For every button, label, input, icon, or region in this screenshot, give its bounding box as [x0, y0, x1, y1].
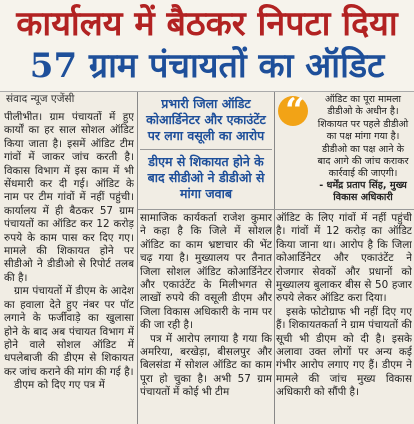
column-divider-right — [274, 92, 275, 424]
column-divider-left — [137, 92, 138, 424]
highlight-box-2: डीएम से शिकायत होने के बाद सीडीओ ने डीडीओ से मांगा जवाब — [140, 149, 272, 207]
middle-paragraph-2: पत्र में आरोप लगाया है गया कि अमरिया, बरखेड़ा, बीसलपुर और बिलसंडा में सोशल ऑडिट का काम पूरा हो चुका है। अभी 57 ग्राम पंचायतों में कोई भी टीम — [140, 332, 272, 399]
section-divider — [138, 209, 414, 210]
right-column — [276, 212, 412, 424]
left-paragraph-1: पीलीभीत। ग्राम पंचायतों में हुए कार्यों का हर साल सोशल ऑडिट किया जाता है। इसमें ऑडिट टीम गांवों में जाकर जांच करती है। विकास विभाग में इस काम में भी सेंधमारी कर दी गई। ऑडिट के नाम पर टीम गांवों में नहीं पहुंची। कार्यालय में ही बैठकर 57 ग्राम पंचायतों का ऑडिट कर 12 करोड़ रुपये के काम पास कर दिए गए। मामले की शिकायत होने पर सीडीओ ने डीडीओ से रिपोर्ट तलब की है। — [4, 111, 134, 284]
highlight-box-1: प्रभारी जिला ऑडिट कोआर्डिनेटर और एकाउंटेंट पर लगा वसूली का आरोप — [146, 96, 266, 143]
quote-author: - धर्मेंद्र प्रताप सिंह, मुख्य विकास अधिकारी — [319, 180, 407, 204]
left-paragraph-2: ग्राम पंचायतों में डीएम के आदेश का हवाला देते हुए नंबर पर पॉट लगाने के फर्जीवाड़े का खुलासा होने के बाद अब पंचायत विभाग में होने वाले सोशल ऑडिट में धपलेबाजी की डीएम से शिकायत कर जांच कराने की मांग की गई है। — [4, 285, 134, 378]
middle-paragraph-1: सामाजिक कार्यकर्ता राजेश कुमार ने कहा है कि जिले में सोशल ऑडिट का काम भ्रष्टाचार की भेंट चढ़ गया है। मुख्यालय पर तैनात जिला सोशल ऑडिट कोआर्डिनेटर और एकाउंटेंट के मिलीभगत से लाखों रुपये की वसूली डीएम और जिला विकास अधिकारी के नाम पर की जा रही है। — [140, 212, 272, 332]
official-quote-box — [276, 92, 412, 208]
right-paragraph-2: इसके फोटोग्राफ भी नहीं दिए गए हैं। शिकायतकर्ता ने ग्राम पंचायतों की सूची भी डीएम को दी है। इसके अलावा उक्त लोगों पर अन्य कई गंभीर आरोप लगाए गए हैं। डीएम ने मामले की जांच मुख्य विकास अधिकारी को सौंपी है। — [276, 305, 412, 399]
headline-block — [0, 0, 414, 92]
left-paragraph-3: डीएम को दिए गए पत्र में — [14, 379, 105, 392]
middle-column — [140, 212, 272, 424]
byline: संवाद न्यूज एजेंसी — [6, 93, 75, 105]
quote-icon — [278, 96, 308, 126]
quote-text: ऑडिट का पूरा मामला डीडीओ के अधीन है। शिकायत पर पहले डीडीओ का पक्ष मांगा गया है। डीडीओ का पक्ष आने के बाद आगे की जांच कराकर कार्रवाई की जाएगी। — [317, 94, 409, 180]
right-paragraph-1: ऑडिट के लिए गांवों में नहीं पहुंची है। गांवों में 12 करोड़ का ऑडिट किया जाना था। आरोप है कि जिला कोआर्डिनेटर और एकाउंटेंट ने रोजगार सेवकों और प्रधानों को मुख्यालय बुलाकर बीस से 50 हजार रुपये लेकर ऑडिट करा दिया। — [276, 212, 412, 305]
headline-line-1: कार्यालय में बैठकर निपटा दिया — [16, 4, 398, 44]
left-column — [4, 111, 134, 424]
headline-line-2: 57 ग्राम पंचायतों का ऑडिट — [29, 46, 385, 86]
